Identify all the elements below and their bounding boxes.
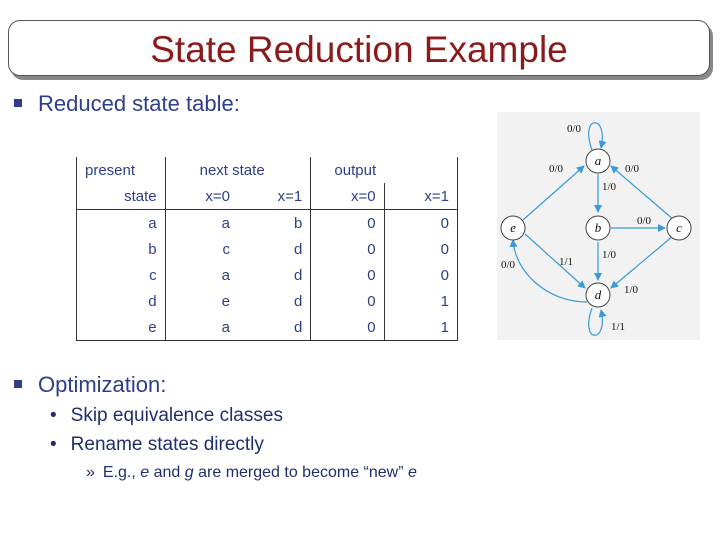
header-present: present [77,157,166,183]
cell-out-x1: 1 [384,314,457,341]
table-row [77,288,458,314]
cell-present: b [77,236,166,262]
edge-label-d-self: 1/1 [611,321,626,333]
cell-next-x0: c [222,240,230,258]
example-state-e-new: e [408,464,417,481]
state-diagram-svg [497,112,700,340]
bullet-optimization [14,372,166,398]
dot-bullet-icon: • [50,434,57,455]
subsub-bullet-example [86,464,417,482]
table-header-row-2 [77,183,458,210]
reduced-state-table [76,157,458,341]
chevron-bullet-icon: » [86,464,95,481]
bullet-text: Reduced state table: [38,91,240,116]
cell-next-x0: e [221,292,230,310]
cell-out-x0: 0 [311,314,384,341]
node-c-label: c [676,220,682,235]
header-out-x0: x=0 [311,183,384,210]
edge-label-b-c: 0/0 [637,215,652,227]
table-row [77,314,458,341]
title-box [8,20,710,76]
sub-bullet-text: Rename states directly [70,434,264,455]
sub-bullet-text: Skip equivalence classes [70,405,283,426]
state-diagram [497,112,700,340]
cell-next-x1: b [238,210,311,237]
cell-out-x0: 0 [311,262,384,288]
cell-out-x0: 0 [311,210,384,237]
sub-bullet-rename-states [50,434,264,456]
table-row [77,236,458,262]
slide-title: State Reduction Example [150,29,568,70]
cell-out-x1: 1 [384,288,457,314]
cell-present: a [77,210,166,237]
edge-a-self [589,123,603,150]
header-next-x0: x=0 [165,183,238,210]
cell-present: e [77,314,166,341]
edge-label-a-b: 1/0 [602,181,617,193]
header-next-x1: x=1 [238,183,311,210]
cell-out-x1: 0 [384,262,457,288]
square-bullet-icon [14,99,22,107]
cell-out-x1: 0 [384,210,457,237]
header-out-x1: x=1 [384,183,457,210]
edge-d-self [589,308,603,335]
header-output: output [334,161,377,179]
cell-present: c [77,262,166,288]
header-next-state: next state [165,157,311,183]
cell-next-x1: d [238,314,311,341]
bullet-text: Optimization: [38,372,167,397]
example-state-g: g [184,464,194,481]
edge-label-d-e: 0/0 [501,259,516,271]
cell-present: d [77,288,166,314]
table-header-row-1 [77,157,458,183]
edge-label-c-d: 1/0 [624,284,639,296]
cell-out-x0: 0 [311,236,384,262]
example-prefix: E.g., [102,464,141,481]
cell-next-x0: a [221,214,230,232]
dot-bullet-icon: • [50,405,57,426]
edge-label-e-a: 0/0 [549,163,564,175]
node-a-label: a [594,153,602,168]
edge-label-a-self: 0/0 [567,123,582,135]
cell-out-x1: 0 [384,236,457,262]
node-e-label: e [510,220,516,235]
edge-label-e-d: 1/1 [559,256,574,268]
edge-d-e [513,240,587,302]
cell-out-x0: 0 [311,288,384,314]
header-output-blank [384,157,457,183]
table-row [77,210,458,237]
edge-label-c-a: 0/0 [625,163,640,175]
table-row [77,262,458,288]
cell-next-x0: a [165,314,238,341]
node-d-label: d [594,287,602,302]
square-bullet-icon [14,380,22,388]
example-state-e: e [140,464,150,481]
example-suffix: are merged to become “new” [193,464,408,481]
edge-c-d [611,236,673,288]
cell-next-x1: d [238,288,311,314]
cell-next-x0: a [221,266,230,284]
sub-bullet-skip-equivalence [50,405,283,427]
cell-next-x1: d [238,236,311,262]
bullet-reduced-state-table [14,91,240,117]
edge-e-d [525,234,585,288]
example-and: and [149,464,185,481]
edge-label-b-d: 1/0 [602,249,617,261]
edge-c-a [611,166,674,220]
node-b-label: b [594,220,602,235]
cell-next-x1: d [238,262,311,288]
header-state: state [77,183,166,210]
